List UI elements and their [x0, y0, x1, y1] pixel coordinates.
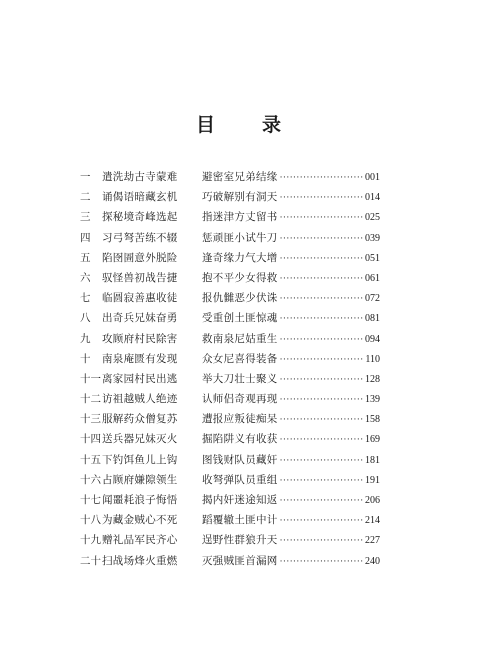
chapter-title-second-line: 众女尼喜得装备	[202, 352, 278, 365]
chapter-number: 十六	[80, 473, 101, 486]
chapter-title-first-line: 遣洗劫古寺蒙难	[102, 171, 178, 183]
toc-entry[interactable]	[80, 431, 380, 451]
page-number: 214	[365, 515, 380, 527]
page-number: 191	[365, 474, 380, 486]
toc-entry[interactable]	[80, 553, 380, 573]
page-number: 110	[365, 353, 380, 365]
toc-entry[interactable]	[80, 371, 380, 391]
chapter-number: 二	[80, 191, 91, 204]
page-number: 139	[365, 394, 380, 406]
toc-entry[interactable]	[80, 351, 380, 371]
dot-leader	[280, 415, 363, 425]
chapter-title-second-line: 收弩弹队员重组	[202, 473, 278, 486]
chapter-number: 十七	[80, 494, 101, 506]
dot-leader	[280, 314, 363, 324]
dot-leader	[280, 557, 363, 567]
chapter-title-first-line: 扫战场烽火重燃	[102, 554, 178, 567]
chapter-title-second-line: 惩顽匪小试牛刀	[202, 231, 278, 244]
toc-entry[interactable]	[80, 189, 380, 209]
page-number: 169	[365, 434, 380, 446]
chapter-title-first-line: 为藏金贼心不死	[102, 514, 178, 527]
chapter-number: 十二	[80, 393, 101, 406]
toc-entry[interactable]	[80, 452, 380, 472]
page-number: 014	[365, 192, 380, 204]
chapter-number: 十八	[80, 514, 101, 527]
chapter-title-second-line: 遭报应叛徒痴呆	[202, 413, 278, 426]
chapter-title-second-line: 救南泉尼姑重生	[202, 332, 278, 345]
chapter-title-second-line: 受重创土匪惊魂	[202, 312, 278, 325]
toc-entry[interactable]	[80, 169, 380, 189]
page-number: 025	[365, 212, 380, 224]
chapter-title-first-line: 出奇兵兄妹奋勇	[102, 312, 178, 325]
page-number: 001	[365, 172, 380, 183]
chapter-title-first-line: 下钓饵鱼儿上钩	[102, 453, 178, 466]
dot-leader	[280, 476, 363, 486]
chapter-title-second-line: 避密室兄弟结缘	[202, 171, 278, 183]
toc-entry[interactable]	[80, 492, 380, 512]
page-number: 061	[365, 272, 380, 284]
chapter-number: 九	[80, 332, 91, 345]
dot-leader	[280, 274, 363, 284]
chapter-title-second-line: 揭内奸迷途知返	[202, 494, 278, 506]
chapter-number: 八	[80, 312, 91, 325]
page-number: 094	[365, 333, 380, 345]
chapter-title-second-line: 举大刀壮士聚义	[202, 372, 278, 385]
chapter-title-first-line: 送兵器兄妹灭火	[102, 433, 178, 446]
chapter-title-second-line: 认师侣奇观再现	[202, 393, 278, 406]
chapter-title-second-line: 指迷津方丈留书	[202, 211, 278, 224]
toc-entry[interactable]	[80, 310, 380, 330]
chapter-title-second-line: 巧破解别有洞天	[202, 191, 278, 204]
chapter-number: 七	[80, 292, 91, 305]
chapter-title-first-line: 占顾府嫌隙领生	[102, 473, 178, 486]
dot-leader	[280, 395, 363, 405]
dot-leader	[280, 375, 363, 385]
toc-entry[interactable]	[80, 230, 380, 250]
chapter-number: 十四	[80, 433, 101, 446]
chapter-title-second-line: 图钱财队员藏奸	[202, 453, 278, 466]
chapter-title-first-line: 南泉庵匮有发现	[102, 352, 178, 365]
toc-entry[interactable]	[80, 290, 380, 310]
page-number: 081	[365, 313, 380, 325]
chapter-number: 三	[80, 211, 91, 224]
chapter-title-first-line: 习弓弩苦练不辍	[102, 231, 178, 244]
page-number: 051	[365, 252, 380, 264]
toc-entry[interactable]	[80, 250, 380, 270]
page-title: 目 录	[195, 114, 295, 136]
chapter-title-first-line: 访祖越贼人绝迹	[102, 393, 178, 406]
chapter-number: 十一	[80, 372, 101, 385]
page-number: 181	[365, 454, 380, 466]
chapter-number: 十	[80, 352, 91, 365]
dot-leader	[280, 456, 363, 466]
dot-leader	[280, 355, 364, 365]
chapter-title-second-line: 蹈覆辙土匪中计	[202, 514, 278, 527]
dot-leader	[280, 213, 363, 223]
chapter-number: 四	[80, 231, 91, 244]
chapter-number: 六	[80, 271, 91, 284]
toc-entry[interactable]	[80, 391, 380, 411]
page-number: 128	[365, 373, 380, 385]
chapter-number: 二十	[80, 554, 101, 567]
chapter-number: 十五	[80, 453, 101, 466]
chapter-title-second-line: 报仇雠恶少伏诛	[202, 292, 278, 305]
chapter-title-first-line: 驭怪兽初战告捷	[102, 271, 178, 284]
toc-entry[interactable]	[80, 532, 380, 552]
toc-entry[interactable]	[80, 472, 380, 492]
toc-entry[interactable]	[80, 411, 380, 431]
chapter-number: 一	[80, 171, 91, 183]
table-of-contents	[80, 169, 380, 573]
toc-entry[interactable]	[80, 270, 380, 290]
toc-entry[interactable]	[80, 512, 380, 532]
chapter-title-first-line: 探秘境奇峰选起	[102, 211, 178, 224]
dot-leader	[280, 173, 363, 183]
page-number: 072	[365, 293, 380, 305]
chapter-title-first-line: 攻顾府村民除害	[102, 332, 178, 345]
dot-leader	[280, 234, 363, 244]
chapter-title-second-line: 掘陷阱义有收获	[202, 433, 278, 446]
page-number: 039	[365, 232, 380, 244]
chapter-title-second-line: 逞野性群狼升天	[202, 534, 278, 547]
dot-leader	[280, 335, 363, 345]
chapter-title-first-line: 离家园村民出逃	[102, 372, 178, 385]
dot-leader	[280, 193, 363, 203]
toc-entry[interactable]	[80, 331, 380, 351]
toc-entry[interactable]	[80, 209, 380, 229]
page-number: 206	[365, 495, 380, 506]
page-number: 227	[365, 535, 380, 547]
chapter-title-first-line: 诵偈语暗藏玄机	[102, 191, 178, 204]
chapter-title-first-line: 闻噩耗浪子悔悟	[102, 494, 178, 506]
dot-leader	[280, 254, 363, 264]
chapter-title-first-line: 陷囹圄意外脱险	[102, 251, 178, 264]
chapter-title-second-line: 逢奇缘力气大增	[202, 251, 278, 264]
dot-leader	[280, 435, 363, 445]
page-number: 240	[365, 555, 380, 567]
page-number: 158	[365, 414, 380, 426]
chapter-title-first-line: 临圆寂善惠收徒	[102, 292, 178, 305]
chapter-number: 十三	[80, 413, 101, 426]
dot-leader	[280, 516, 363, 526]
dot-leader	[280, 496, 363, 506]
chapter-title-second-line: 灭强贼匪首漏网	[202, 554, 278, 567]
dot-leader	[280, 536, 363, 546]
chapter-title-second-line: 抱不平少女得救	[202, 271, 278, 284]
chapter-number: 十九	[80, 534, 101, 547]
chapter-title-first-line: 服解药众僧复苏	[102, 413, 178, 426]
chapter-title-first-line: 赠礼品军民齐心	[102, 534, 178, 547]
dot-leader	[280, 294, 363, 304]
chapter-number: 五	[80, 251, 91, 264]
